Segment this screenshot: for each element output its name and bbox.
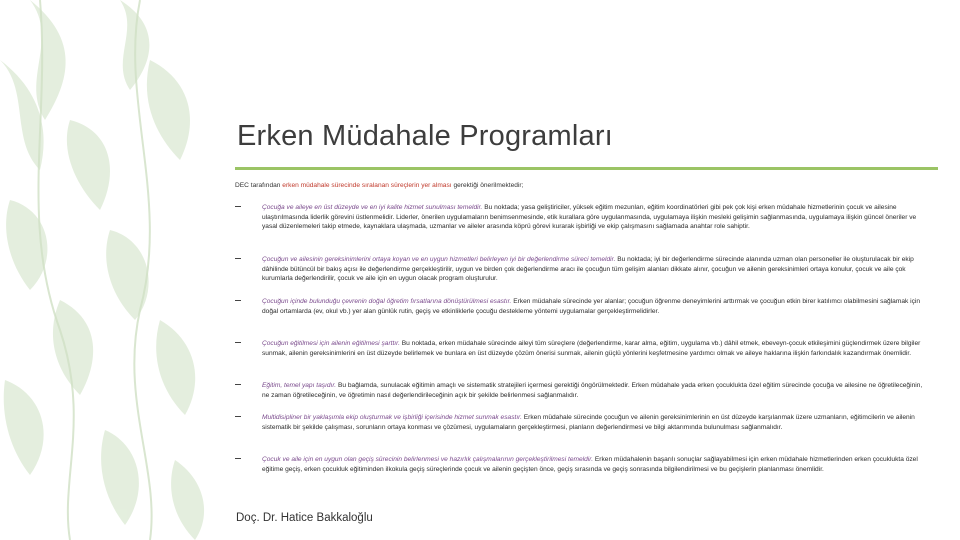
- intro-suffix: gerektiği önerilmektedir;: [451, 182, 524, 189]
- slide-title: Erken Müdahale Programları: [237, 120, 613, 152]
- item-emphasis: Çocuğa ve aileye en üst düzeyde ve en iyi kalite hizmet sunulması temeldir.: [262, 204, 483, 211]
- bullet-dash: [235, 342, 241, 343]
- intro-text: [235, 181, 935, 190]
- bullet-dash: [235, 300, 241, 301]
- item-body: Bu noktada, erken müdahale sürecinde aileyi tüm süreçlere (değerlendirme, karar alma, eğitim, uygulama vb.) dâhil etmek, ebeveyn-çocuk etkileşimini güçlendirmek üzere bilgiler sunmak, ailenin gereksinimlerini en üst düzeyde belirlemek ve bunlara en üst düzeyde çözüm önerisi sunmak, ailenin güçlü yönlerini keşfetmesine yardımcı olmak ve aileye haklarına ilişkin farkındalık kazandırmak önemlidir.: [262, 340, 921, 357]
- bullet-dash: [235, 258, 241, 259]
- item-emphasis: Eğitim, temel yapı taşıdır.: [262, 382, 337, 389]
- list-item: [235, 339, 935, 358]
- item-emphasis: Çocuğun içinde bulunduğu çevrenin doğal öğretim fırsatlarına dönüştürülmesi esastır.: [262, 298, 512, 305]
- bullet-dash: [235, 206, 241, 207]
- author-name: Doç. Dr. Hatice Bakkaloğlu: [236, 512, 373, 524]
- item-body: Erken müdahale sürecinde çocuğun ve ailenin gereksinimlerinin en üst düzeyde karşılanmak üzere uzmanların, eğitimcilerin ve ailenin sistematik bir şekilde çalışması, sorunların ortaya konması ve çözümesi, uygulamaların gerçekleştirmesi, planların değerlendirmesi ve bilgi aktarımında bulunulması sağlanmalıdır.: [262, 414, 915, 431]
- intro-highlight: erken müdahale sürecinde sıralanan süreçlerin yer alması: [282, 182, 452, 189]
- item-body: Erken müdahalenin başarılı sonuçlar sağlayabilmesi için erken müdahale hizmetlerinden erken çocuklukta özel eğitime geçiş, erken çocukluk eğitiminden ilkokula geçiş süreçlerinde çocuk ve ailenin geçişten önce, geçiş sırasında ve geçiş sonrasında bilgilendirilmesi ve bu geçişlerin planlanması önemlidir.: [262, 456, 918, 473]
- item-body: Bu bağlamda, sunulacak eğitimin amaçlı ve sistematik stratejileri içermesi gerektiği öngörülmektedir. Erken müdahale yada erken çocuklukta özel eğitim sürecinde çocuğa ve ailesine ne öğretileceğinin, ne zaman öğretileceğinin, ve öğretimin nasıl değerlendirileceğinin açık bir şekilde belirlenmesi sağlanmalıdır.: [262, 382, 923, 399]
- bullet-dash: [235, 384, 241, 385]
- item-body: Erken müdahale sürecinde yer alanlar; çocuğun öğrenme deneyimlerini arttırmak ve çocuğun etkin birer katılımcı olabilmesini sağlamak için doğal ortamlarda (ev, okul vb.) yer alan günlük rutin, geçiş ve etkinliklerle çocuğu destekleme yöntemi uygulamalar gerçekleştirmelidirler.: [262, 298, 921, 315]
- list-item: [235, 255, 935, 284]
- list-item: [235, 381, 935, 400]
- list-item: [235, 413, 935, 432]
- item-body: Bu noktada; iyi bir değerlendirme sürecinde alanında uzman olan personeller ile oluşturulacak bir ekip dâhilinde bütüncül bir bakış açısı ile değerlendirme gerçekleştirilir, uygun ve birden çok değerlendirme aracı ile çocuğun tüm gelişim alanları dikkate alınır, çocuğun ve ailenin gereksinimleri ortaya konulur, çocuk ve aile çok kurumlarla değerlendirilir, çocuk ve aile için en uygun olacak program oluşturulur.: [262, 256, 914, 283]
- decorative-leaf-pattern: [0, 0, 230, 540]
- list-item: [235, 455, 935, 474]
- list-item: [235, 203, 935, 232]
- item-emphasis: Çocuğun ve ailesinin gereksinimlerini ortaya koyan ve en uygun hizmetleri belirleyen iyi bir değerlendirme süreci temeldir.: [262, 256, 616, 263]
- item-emphasis: Çocuğun eğitilmesi için ailenin eğitilmesi şarttır.: [262, 340, 400, 347]
- item-emphasis: Multidisipliner bir yaklaşımla ekip oluşturmak ve işbirliği içerisinde hizmet sunmak esastır.: [262, 414, 522, 421]
- item-emphasis: Çocuk ve aile için en uygun olan geçiş sürecinin belirlenmesi ve hazırlık çalışmalarının gerçekleştirilmesi temeldir.: [262, 456, 594, 463]
- list-item: [235, 297, 935, 316]
- intro-prefix: DEC tarafından: [235, 182, 283, 189]
- item-body: Bu noktada; yasa geliştiriciler, yüksek eğitim mezunları, eğitim koordinatörleri gibi pek çok kişi erken müdahale hizmetlerinin çocuk ve ailesine ulaştırılmasında liderlik görevini üstlenmelidir. Liderler, önerilen uygulamaların benimsenmesinde, etik kurallara göre uygulanmasında, uygulamaya ilişkin mesleki gelişimin sağlanmasında, uygulamaya ilişkin güncel öneriler ve yasal düzenlemeleri takip etmede, kaynaklara ulaşmada, uzmanlar ve aileler arasında köprü görevi kurarak işbirliği ve ekip çalışmasını sağlamada anahtar role sahiptir.: [262, 204, 917, 231]
- title-divider: [235, 167, 938, 170]
- bullet-dash: [235, 416, 241, 417]
- bullet-dash: [235, 458, 241, 459]
